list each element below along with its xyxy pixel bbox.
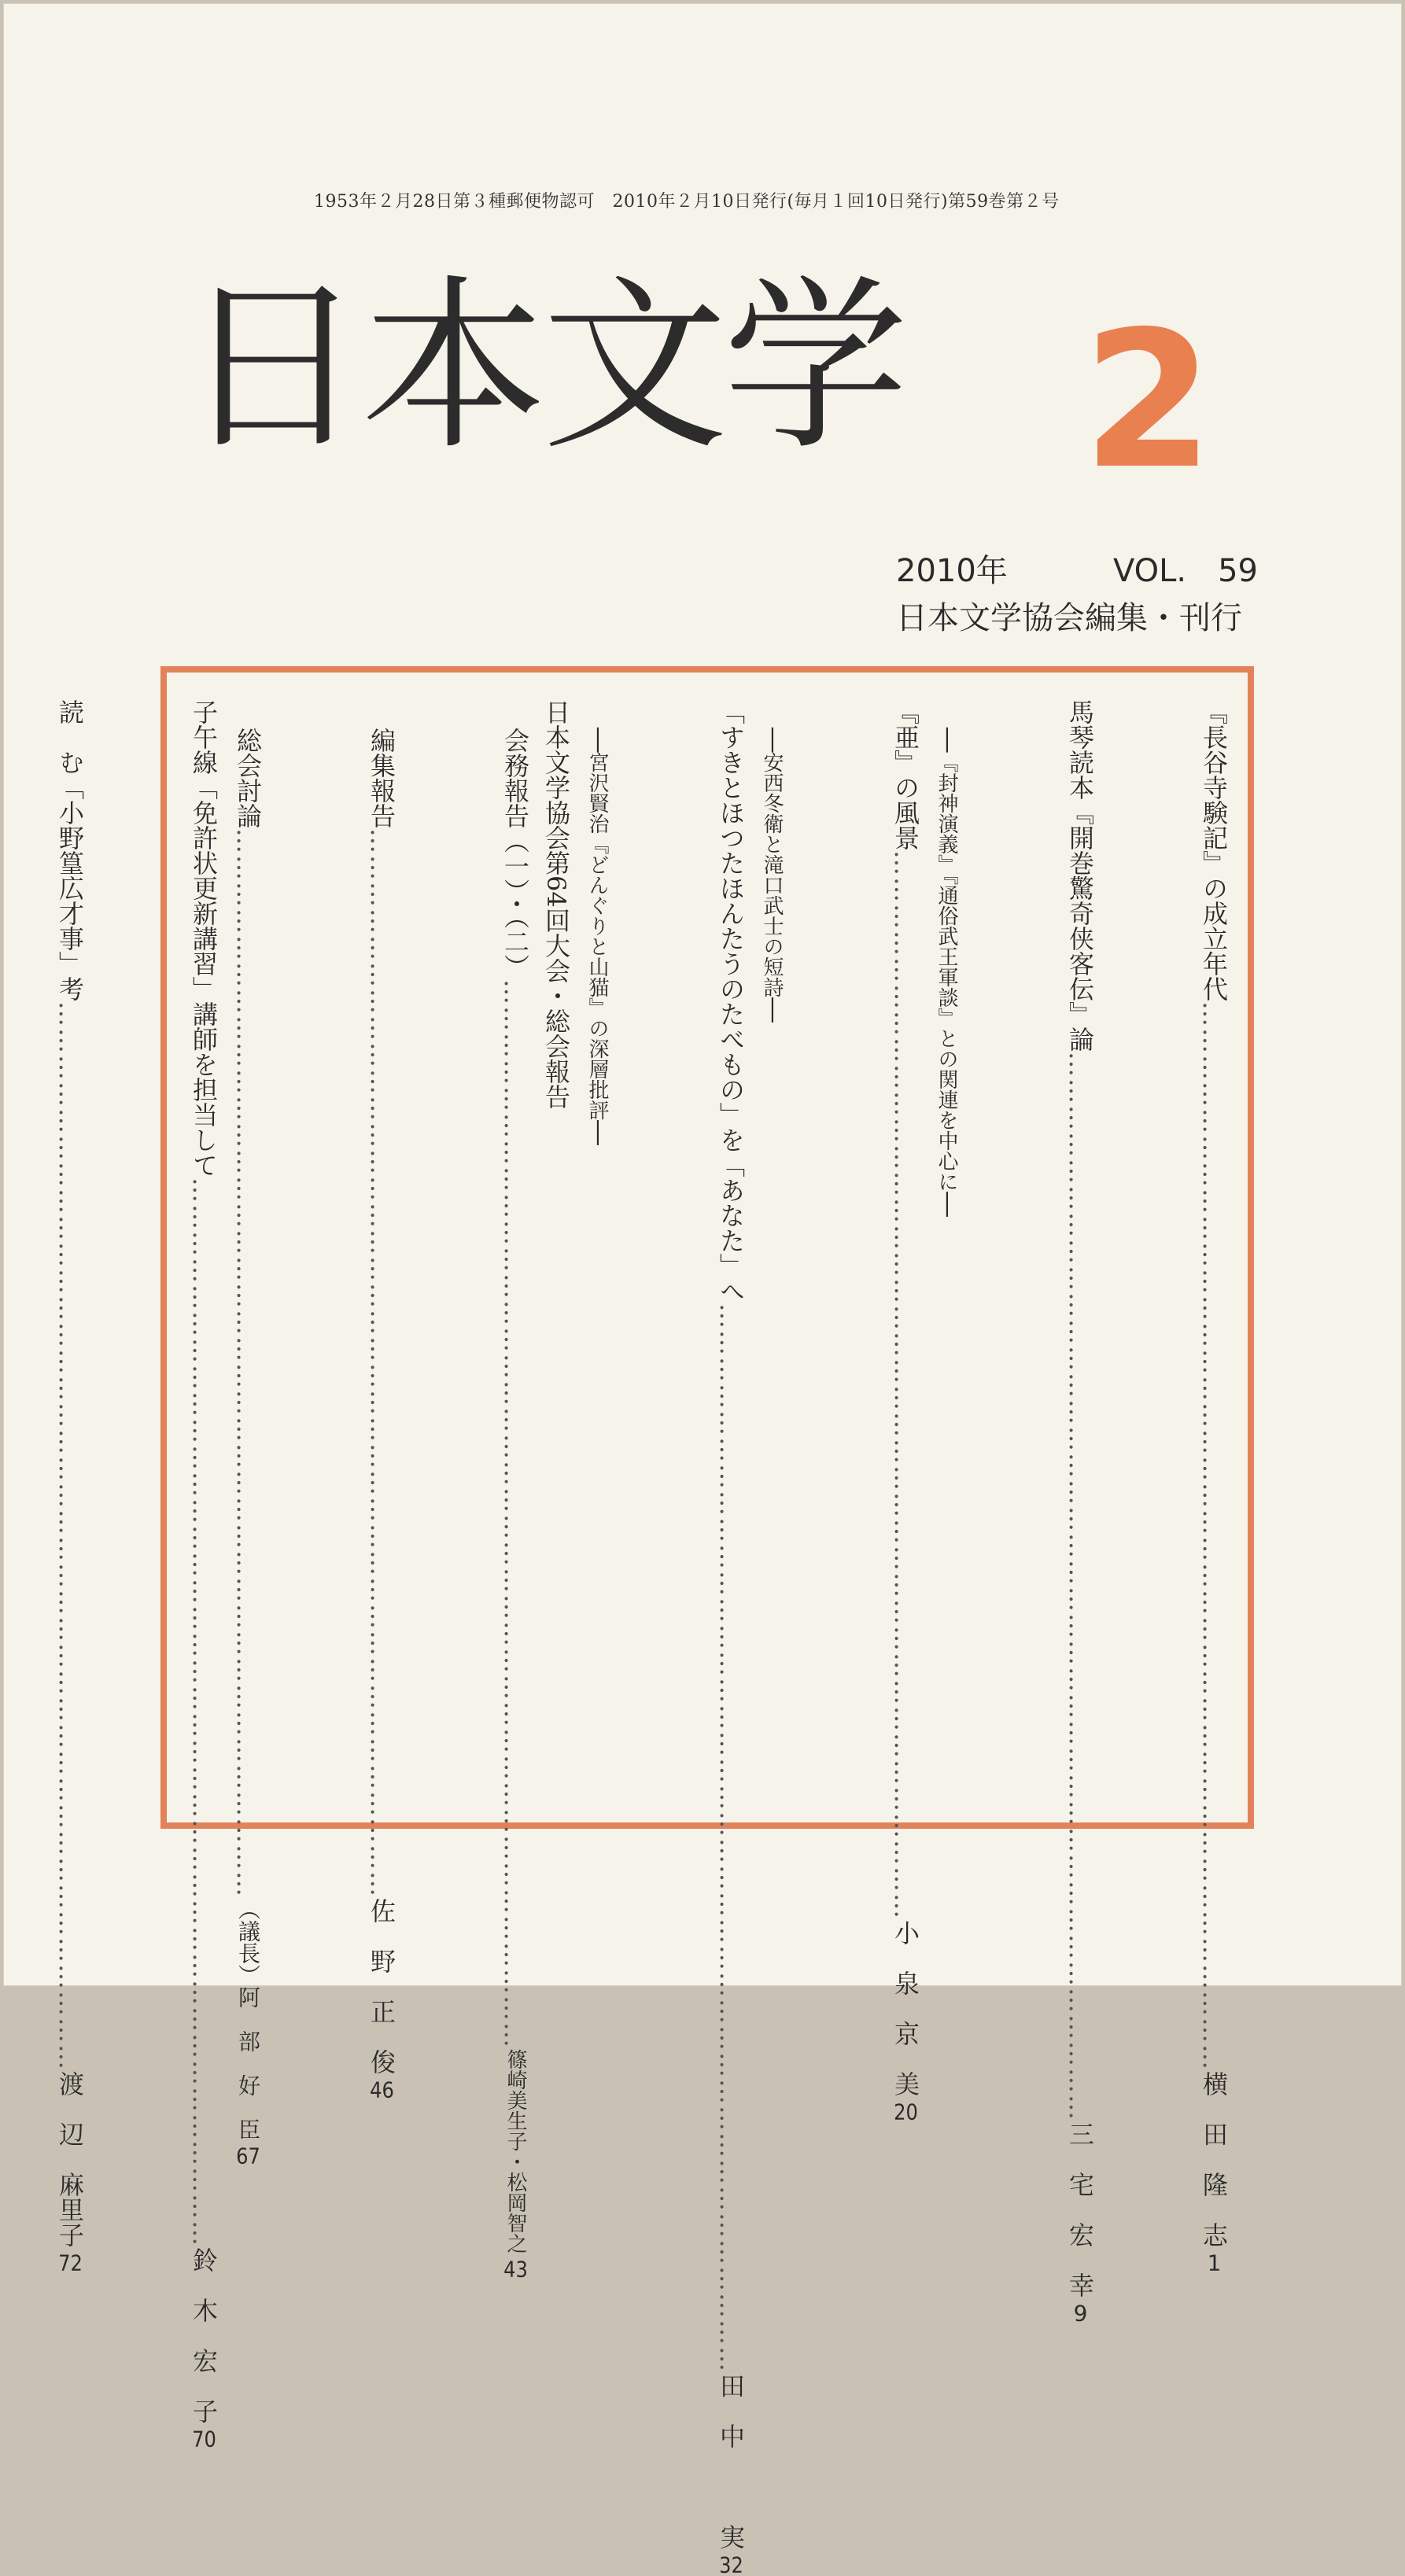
toc-entry [792,699,926,2123]
entry-title: 馬琴読本『開巻驚奇侠客伝』論 [1065,699,1095,1052]
volume: VOL. 59 [1112,553,1258,589]
postal-permit-line: 1953年２月28日第３種郵便物認可 2010年２月10日発行(毎月１回10日発行)第59巻第２号 [314,192,1060,212]
entry-title: 子午線「免許状更新講習」講師を担当して [189,699,219,1177]
entry-author: 田 中 実 [716,2373,746,2549]
magazine-title: 日本文学 [180,259,905,475]
entry-title: 『長谷寺験記』の成立年代 [1199,699,1229,1001]
entry-author: 佐 野 正 俊 [367,1898,396,2074]
year: 2010年 [896,553,1008,589]
leader-dots: ………………………………………………………………………………………………………… [231,828,261,1898]
leader-dots: ………………………………………………………………………………………………………… [714,1303,744,2373]
entry-page: 67 [236,2145,260,2167]
issue-number: 2 [1082,290,1214,510]
publisher: 日本文学協会編集・刊行 [896,600,1242,636]
leader-dots: ………………………………………………………………………………………………………… [187,1177,217,2247]
table-of-contents [53,699,1234,2576]
year-volume-line [896,546,1258,591]
entry-title: 会務報告（一）・（二） [500,728,530,979]
leader-dots: ………………………………………………………………………………………………………… [889,850,919,1920]
entry-page: 20 [894,2101,918,2123]
entry-page: 70 [192,2428,216,2450]
toc-entry [268,699,402,2101]
toc-subtitle [577,699,618,1773]
entry-author: 渡 辺 麻里子 [55,2071,85,2247]
entry-author: 横 田 隆 志 [1199,2071,1229,2247]
entry-page: 72 [58,2252,83,2274]
toc-entry [967,699,1101,2324]
toc-entry [90,699,224,2450]
entry-author: （議長）阿 部 好 臣 [235,1898,261,2140]
toc-entry [224,699,268,2167]
toc-entry [618,699,751,2576]
entry-author: 篠崎美生子・松岡智之 [503,2049,527,2254]
section-heading: 日本文学協会第64回大会・総会報告 [541,699,571,1109]
toc-subtitle [751,699,792,1773]
entry-author: 鈴 木 宏 子 [189,2247,219,2423]
entry-page: 32 [719,2554,743,2576]
entry-author: 三 宅 宏 幸 [1065,2121,1095,2298]
toc-entry [0,699,90,2274]
leader-dots: ………………………………………………………………………………………………………… [1064,1052,1093,2121]
leader-dots: ………………………………………………………………………………………………………… [53,1001,83,2071]
magazine-cover [3,3,1402,2576]
toc-subtitle [926,699,967,1773]
entry-subtitle: ──宮沢賢治『どんぐりと山猫』の深層批評── [585,728,609,1145]
entry-subtitle: ──『封神演義』『通俗武王軍談』との関連を中心に── [935,728,958,1217]
entry-page: 46 [370,2079,394,2101]
leader-dots: ………………………………………………………………………………………………………… [1197,1001,1227,2071]
entry-page: 43 [503,2258,528,2280]
entry-page: 9 [1073,2302,1088,2324]
toc-entry [1101,699,1234,2274]
entry-title: 「すきとほつたほんたうのたべもの」を「あなた」へ [716,699,746,1303]
toc-entry [402,699,536,2280]
entry-title: 読 む「小野篁広才事」考 [55,699,85,1001]
toc-section-heading [536,699,577,1773]
entry-title: 総会討論 [233,728,263,828]
entry-title: 『亜』の風景 [891,699,920,850]
entry-author: 小 泉 京 美 [891,1920,920,2096]
entry-title: 編集報告 [367,728,396,828]
leader-dots: ………………………………………………………………………………………………………… [365,828,395,1898]
leader-dots: ………………………………………………………………………………………………………… [499,979,529,2049]
entry-subtitle: ──安西冬衛と滝口武士の短詩── [760,728,784,1023]
entry-page: 1 [1207,2252,1222,2274]
